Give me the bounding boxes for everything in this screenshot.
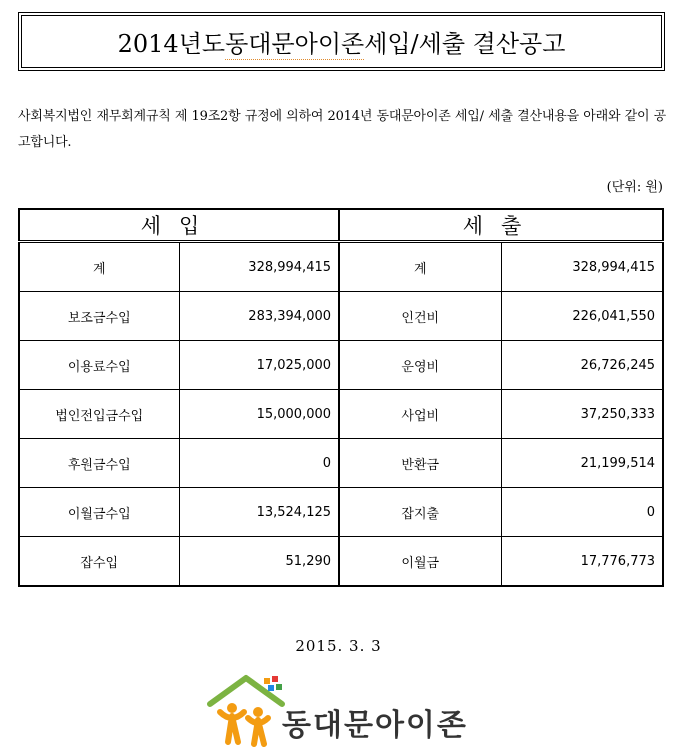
intro-text: 사회복지법인 재무회계규칙 제 19조2항 규정에 의하여 2014년 동대문아이존 세입/ 세출 결산내용을 아래와 같이 공고합니다. xyxy=(18,109,666,150)
expense-label: 인건비 xyxy=(339,292,501,341)
expense-label: 사업비 xyxy=(339,390,501,439)
income-label: 이월금수입 xyxy=(19,488,179,537)
unit-label: (단위: 원) xyxy=(606,180,663,195)
page-title xyxy=(21,15,662,68)
expense-label: 잡지출 xyxy=(339,488,501,537)
table-row xyxy=(19,488,663,537)
expense-value: 37,250,333 xyxy=(501,390,663,439)
budget-table xyxy=(18,208,664,587)
income-label: 보조금수입 xyxy=(19,292,179,341)
income-label: 법인전입금수입 xyxy=(19,390,179,439)
income-header: 세입 xyxy=(19,209,339,242)
income-value: 13,524,125 xyxy=(179,488,339,537)
expense-value: 26,726,245 xyxy=(501,341,663,390)
expense-label: 운영비 xyxy=(339,341,501,390)
expense-header: 세출 xyxy=(339,209,663,242)
expense-label: 계 xyxy=(339,242,501,292)
income-value: 328,994,415 xyxy=(179,242,339,292)
expense-value: 328,994,415 xyxy=(501,242,663,292)
expense-value: 17,776,773 xyxy=(501,537,663,587)
table-row xyxy=(19,537,663,587)
income-value: 283,394,000 xyxy=(179,292,339,341)
expense-value: 21,199,514 xyxy=(501,439,663,488)
expense-label: 이월금 xyxy=(339,537,501,587)
table-row xyxy=(19,341,663,390)
table-row xyxy=(19,242,663,292)
income-value: 17,025,000 xyxy=(179,341,339,390)
title-pre: 2014년도 xyxy=(117,30,226,58)
income-label: 잡수입 xyxy=(19,537,179,587)
expense-value: 0 xyxy=(501,488,663,537)
expense-label: 반환금 xyxy=(339,439,501,488)
income-value: 0 xyxy=(179,439,339,488)
announcement-date: 2015. 3. 3 xyxy=(295,637,382,655)
table-row xyxy=(19,292,663,341)
table-row xyxy=(19,439,663,488)
logo-text: 동대문아이존 xyxy=(282,708,468,743)
income-label: 이용료수입 xyxy=(19,341,179,390)
expense-value: 226,041,550 xyxy=(501,292,663,341)
title-org: 동대문아이존 xyxy=(225,24,364,60)
income-label: 계 xyxy=(19,242,179,292)
income-value: 51,290 xyxy=(179,537,339,587)
income-value: 15,000,000 xyxy=(179,390,339,439)
table-row xyxy=(19,390,663,439)
income-label: 후원금수입 xyxy=(19,439,179,488)
title-box xyxy=(18,12,665,71)
table-header-row xyxy=(19,209,663,242)
title-post: 세입/세출 결산공고 xyxy=(364,30,566,58)
